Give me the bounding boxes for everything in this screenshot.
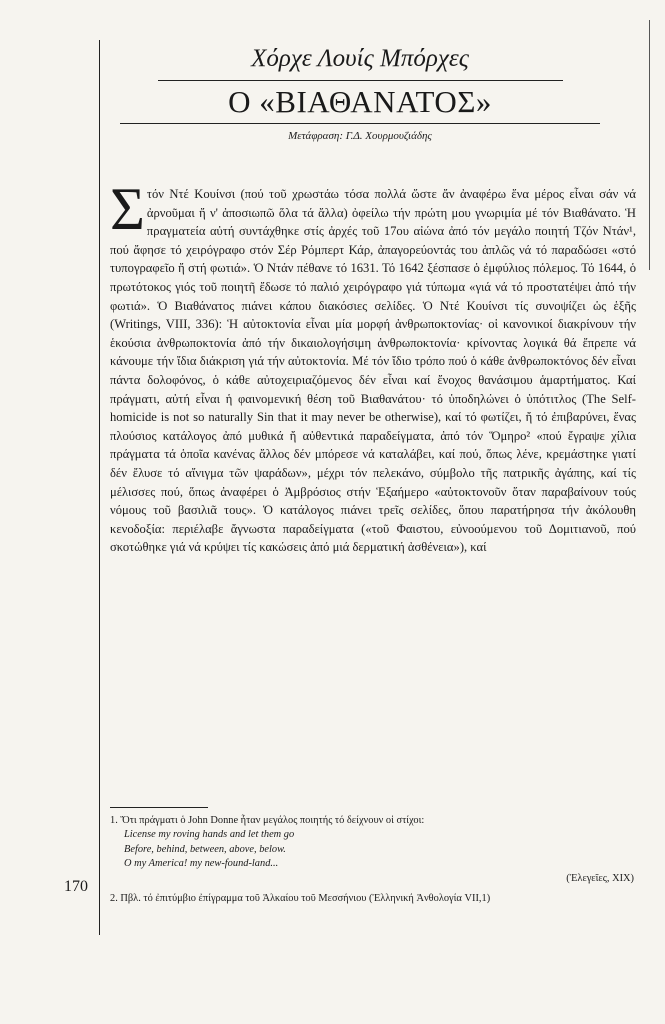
footnote-1-source: (Ἐλεγεῖες, XIX) xyxy=(566,872,634,884)
footnote-1-verse-line: Before, behind, between, above, below. xyxy=(124,843,286,855)
translator-credit: Μετάφραση: Γ.Δ. Χουρμουζιάδης xyxy=(288,130,432,142)
header-rule-top xyxy=(158,80,563,81)
footnote-1-intro: 1. Ὅτι πράγματι ὁ John Donne ἦταν μεγάλος ποιητής τό δείχνουν οἱ στίχοι: xyxy=(110,815,425,826)
page-number: 170 xyxy=(64,878,88,895)
left-margin-rule xyxy=(99,40,100,935)
header-rule-bottom xyxy=(120,123,600,124)
drop-cap: Σ xyxy=(110,176,145,242)
author-name: Χόρχε Λουίς Μπόρχες xyxy=(251,45,469,72)
article-body xyxy=(110,176,636,557)
footnotes xyxy=(110,814,640,906)
footnote-1-verse-line: O my America! my new-found-land... xyxy=(124,858,279,870)
article-title: Ο «ΒΙΑΘΑΝΑΤΟΣ» xyxy=(228,84,492,119)
footnote-1-verse-line: License my roving hands and let them go xyxy=(124,829,295,841)
footnote-separator xyxy=(110,807,208,808)
footnote-2: 2. Πβλ. τό ἐπιτύμβιο ἐπίγραμμα τοῦ Ἀλκαίου τοῦ Μεσσήνιου (Ἑλληνική Ἀνθολογία VII,1) xyxy=(110,893,491,905)
right-margin-rule xyxy=(649,20,650,270)
article-header xyxy=(120,44,600,142)
body-paragraph: τόν Ντέ Κουίνσι (πού τοῦ χρωστάω τόσα πολλά ὥστε ἄν ἀναφέρω ἕνα μέρος εἶναι σάν νά ἀρνοῦμαι ἤ ν' ἀποσιωπῶ ὅλα τά ἄλλα) ὀφείλω τήν πρώτη μου γνωριμία μέ τόν Βιαθάνατο. Ἡ πραγματεία αὐτή συντάχθηκε στίς ἀρχές τοῦ 17ου αἰώνα ἀπό τόν μεγάλο ποιητή Τζόν Ντάν¹, πού ἄφησε τό χειρόγραφο στόν Σέρ Ρόμπερτ Κάρ, ἀπαγορεύοντάς του ἁπλῶς νά τό παραδώσει «στό τυπογραφεῖο ἤ στή φωτιά». Ὁ Ντάν πέθανε τό 1631. Τό 1642 ξέσπασε ὁ ἐμφύλιος πόλεμος. Τό 1644, ὁ πρωτότοκος γιός τοῦ ποιητῆ ἔδωσε τό παλιό χειρόγραφο γιά τύπωμα «γιά νά τό προστατέψει ἀπό τήν φωτιά». Ὁ Βιαθάνατος πιάνει κάπου διακόσιες σελίδες. Ὁ Ντέ Κουίνσι τίς συνοψίζει ὡς ἑξῆς (Writings, VIII, 336): Ἡ αὐτοκτονία εἶναι μία μορφή ἀνθρωποκτονίας· οἱ κανονικοί διακρίνουν τήν ἑκούσια ἀνθρωποκτονία ἀπό τήν δικαιολογήσιμη ἀνθρωποκτονία· κρίνοντας λογικά θά ἔπρεπε νά κάνουμε τήν ἴδια διάκριση γιά τήν αὐτοκτονία. Μέ τόν ἴδιο τρόπο πού ὁ κάθε ἀνθρωποκτόνος δέν εἶναι πάντα δολοφόνος, ὁ κάθε αὐτοχειριαζόμενος δέν εἶναι καί ἔνοχος θανάσιμου ἁμαρτήματος. Καί πράγματι, αὐτή εἶναι ἡ φαινομενική θέση τοῦ Βιαθανάτου· τό ὑποδηλώνει ὁ ὑπότιτλος (The Self-homicide is not so naturally Sin that it may never be otherwise), καί τό φωτίζει, ἤ τό ἐπιβαρύνει, ἕνας πλούσιος κατάλογος ἀπό μυθικά ἤ αὐθεντικά παραδείγματα, ἀπό τόν Ὅμηρο² «πού ἔγραψε χίλια πράγματα τά ὁποῖα κανένας ἄλλος δέν μπόρεσε νά καταλάβει, καί πού, ὅπως λένε, κρεμάστηκε γιατί δέν ἔλυσε τό αἴνιγμα τῶν ψαράδων», μέχρι τόν πελεκάνο, σύμβολο τῆς πατρικῆς ἀγάπης, καί τίς μέλισσες πού, ὅπως ἀναφέρει ὁ Ἀμβρόσιος στήν Ἑξαήμερο «αὐτοκτονοῦν ὅταν παραβαίνουν τούς νόμους τοῦ βασιλιᾶ τους». Ὁ κατάλογος πιάνει τρεῖς σελίδες, ὅπου παρατήρησα τήν ἀκόλουθη κενοδοξία: περιέλαβε ἄγνωστα παραδείγματα («τοῦ Φαιστου, εὐνοούμενου τοῦ Δομιτιανοῦ, πού σκοτώθηκε γιά νά κρύψει τίς κακώσεις ἀπό μιά δερματική ἀσθένεια»), καί xyxy=(110,187,636,555)
